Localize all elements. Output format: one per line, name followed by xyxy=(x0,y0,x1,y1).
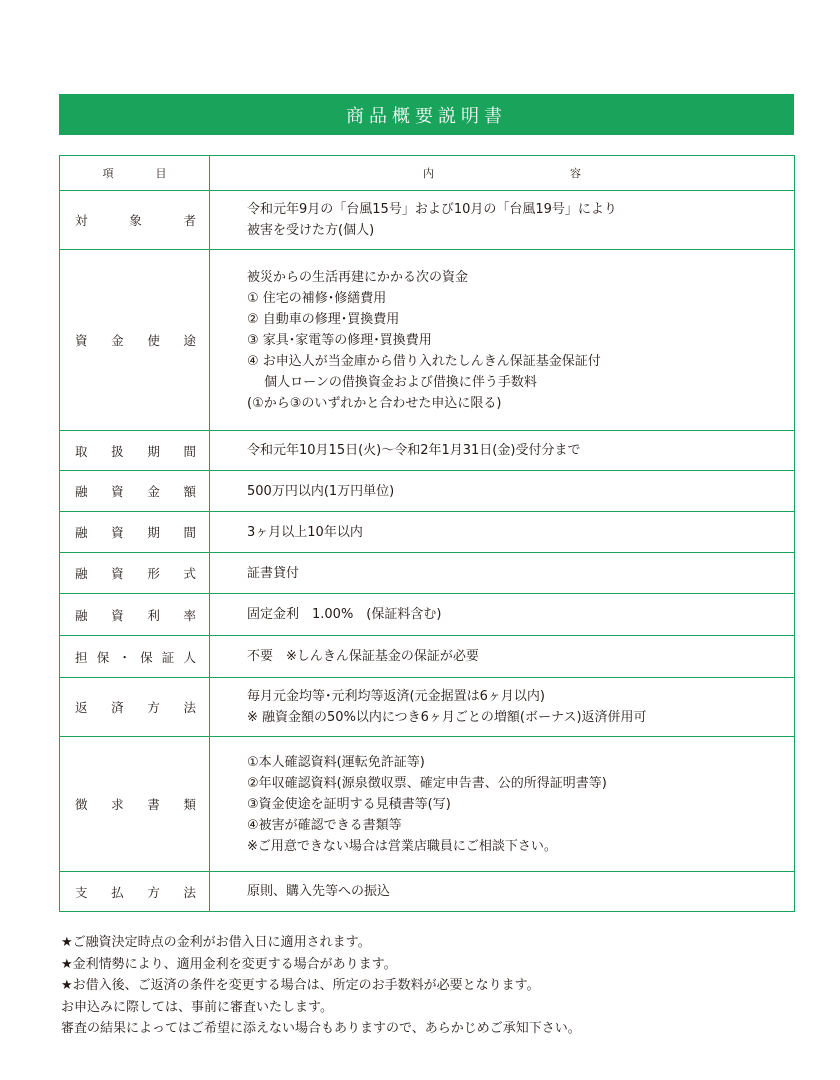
row-label-char: 使 xyxy=(147,333,160,348)
row-label xyxy=(60,678,210,737)
row-label-char: 担 xyxy=(75,649,88,665)
row-label-char: 融 xyxy=(75,566,88,581)
row-label-char: 保 xyxy=(96,649,110,665)
row-label-char: 象 xyxy=(129,213,142,228)
row-content xyxy=(210,553,795,594)
table-row xyxy=(60,553,795,594)
header-content xyxy=(210,156,795,191)
table-row xyxy=(60,431,795,471)
table-row xyxy=(60,191,795,250)
row-content xyxy=(210,594,795,636)
row-content-line: (①から③のいずれかと合わせた申込に限る) xyxy=(247,395,502,411)
row-label-char: 者 xyxy=(183,213,196,228)
row-content-line: 令和元年9月の「台風15号」および10月の「台風19号」により xyxy=(247,202,617,217)
row-label-char: 支 xyxy=(75,884,88,900)
row-content-line: 毎月元金均等･元利均等返済(元金据置は6ヶ月以内) xyxy=(247,689,545,704)
document-title: 商品概要説明書 xyxy=(59,94,794,135)
table-row xyxy=(60,737,795,872)
footnote: ★お借入後、ご返済の条件を変更する場合は、所定のお手数料が必要となります。 xyxy=(61,978,540,993)
row-label-char: 資 xyxy=(111,484,124,499)
row-label xyxy=(60,512,210,553)
row-content-line: 500万円以内(1万円単位) xyxy=(247,483,395,499)
row-label-char: 途 xyxy=(183,333,196,348)
row-label-char: 証 xyxy=(161,649,175,665)
row-label-char: 取 xyxy=(75,443,88,459)
row-label-char: 類 xyxy=(183,797,196,812)
row-label-char: 融 xyxy=(75,525,88,540)
row-content xyxy=(210,191,795,250)
row-label-char: 人 xyxy=(183,649,196,665)
row-label-char: 形 xyxy=(147,566,160,581)
row-label-char: 資 xyxy=(111,607,124,623)
row-label xyxy=(60,636,210,678)
row-label-char: 方 xyxy=(147,700,160,715)
row-label-char: 求 xyxy=(111,797,124,812)
row-content-line: ①本人確認資料(運転免許証等) xyxy=(247,754,425,770)
footnote: ★ご融資決定時点の金利がお借入日に適用されます。 xyxy=(61,935,371,950)
row-content-line: ④被害が確認できる書類等 xyxy=(247,817,402,833)
row-label-char: 資 xyxy=(111,525,124,540)
header-content-char: 内 xyxy=(423,167,434,180)
row-label-char: 期 xyxy=(147,525,160,540)
table-row xyxy=(60,636,795,678)
row-content-line: 被害を受けた方(個人) xyxy=(247,223,375,238)
table-row xyxy=(60,512,795,553)
row-label xyxy=(60,872,210,912)
footnotes xyxy=(61,932,581,1040)
row-content-line: ① 住宅の補修･修繕費用 xyxy=(247,290,387,306)
footnote: 審査の結果によってはご希望に添えない場合もありますので、あらかじめご承知下さい。 xyxy=(61,1021,581,1036)
row-content xyxy=(210,872,795,912)
row-label-char: 間 xyxy=(183,443,196,459)
row-label xyxy=(60,737,210,872)
row-label-char: 保 xyxy=(140,649,153,665)
row-content-line: ② 自動車の修理･買換費用 xyxy=(247,311,400,327)
row-label-char: 融 xyxy=(75,484,88,499)
table-row xyxy=(60,250,795,431)
row-content-line: 固定金利 1.00% (保証料含む) xyxy=(247,607,442,622)
row-label-char: 額 xyxy=(183,484,196,499)
row-content-line: ③ 家具･家電等の修理･買換費用 xyxy=(247,332,432,348)
row-label-char: 期 xyxy=(147,443,160,459)
row-label-char: 金 xyxy=(111,333,124,348)
row-label-char: 対 xyxy=(75,213,88,228)
row-label-char: 徴 xyxy=(75,797,88,812)
row-content-line: 令和元年10月15日(火)～令和2年1月31日(金)受付分まで xyxy=(247,443,581,458)
header-item-char: 目 xyxy=(155,167,167,180)
row-label-char: 金 xyxy=(147,484,160,499)
row-label-char: 方 xyxy=(147,884,160,900)
row-content xyxy=(210,678,795,737)
row-content-line: ※ご用意できない場合は営業店職員にご相談下さい。 xyxy=(247,838,557,854)
product-summary-table xyxy=(59,155,795,912)
row-label-char: 資 xyxy=(111,566,124,581)
row-label-char: 書 xyxy=(147,797,160,812)
row-content xyxy=(210,431,795,471)
footnote: ★金利情勢により、適用金利を変更する場合があります。 xyxy=(61,956,397,972)
row-label-char: 間 xyxy=(183,525,196,540)
row-label xyxy=(60,191,210,250)
row-label xyxy=(60,553,210,594)
row-content xyxy=(210,471,795,512)
row-content xyxy=(210,250,795,431)
row-label-char: 融 xyxy=(75,607,88,623)
row-content-line: ②年収確認資料(源泉徴収票、確定申告書、公的所得証明書等) xyxy=(247,775,607,791)
row-label-char: 資 xyxy=(75,333,88,348)
row-label xyxy=(60,471,210,512)
row-content-line: 不要 ※しんきん保証基金の保証が必要 xyxy=(247,649,479,664)
row-content xyxy=(210,737,795,872)
row-content-line: 原則、購入先等への振込 xyxy=(247,884,391,899)
row-content-line: ④ お申込人が当金庫から借り入れたしんきん保証基金保証付 xyxy=(247,353,601,369)
row-label-char: 法 xyxy=(183,884,196,900)
row-label-char: 式 xyxy=(183,566,196,581)
row-content-line: ③資金使途を証明する見積書等(写) xyxy=(247,796,451,812)
row-label-char: 扱 xyxy=(111,443,124,459)
row-content-line: 個人ローンの借換資金および借換に伴う手数料 xyxy=(247,374,537,390)
row-content xyxy=(210,512,795,553)
row-label-char: 法 xyxy=(183,700,196,715)
row-label-char: ・ xyxy=(118,649,131,665)
row-content-line: 被災からの生活再建にかかる次の資金 xyxy=(247,269,469,285)
header-item xyxy=(60,156,210,191)
table-header-row xyxy=(60,156,795,191)
row-label-char: 済 xyxy=(111,700,124,715)
header-content-char: 容 xyxy=(570,167,581,180)
table-row xyxy=(60,594,795,636)
row-label-char: 率 xyxy=(183,607,196,623)
row-content-line: 3ヶ月以上10年以内 xyxy=(247,524,363,540)
footnote: お申込みに際しては、事前に審査いたします。 xyxy=(61,999,333,1015)
row-label-char: 返 xyxy=(75,700,88,715)
header-item-char: 項 xyxy=(102,167,114,180)
row-label-char: 利 xyxy=(147,607,160,623)
row-label xyxy=(60,431,210,471)
row-content-line: 証書貸付 xyxy=(247,565,300,581)
row-content-line: ※ 融資金額の50%以内につき6ヶ月ごとの増額(ボーナス)返済併用可 xyxy=(247,710,647,725)
row-label-char: 払 xyxy=(111,884,124,900)
row-label xyxy=(60,250,210,431)
row-content xyxy=(210,636,795,678)
row-label xyxy=(60,594,210,636)
table-row xyxy=(60,678,795,737)
table-row xyxy=(60,872,795,912)
table-row xyxy=(60,471,795,512)
